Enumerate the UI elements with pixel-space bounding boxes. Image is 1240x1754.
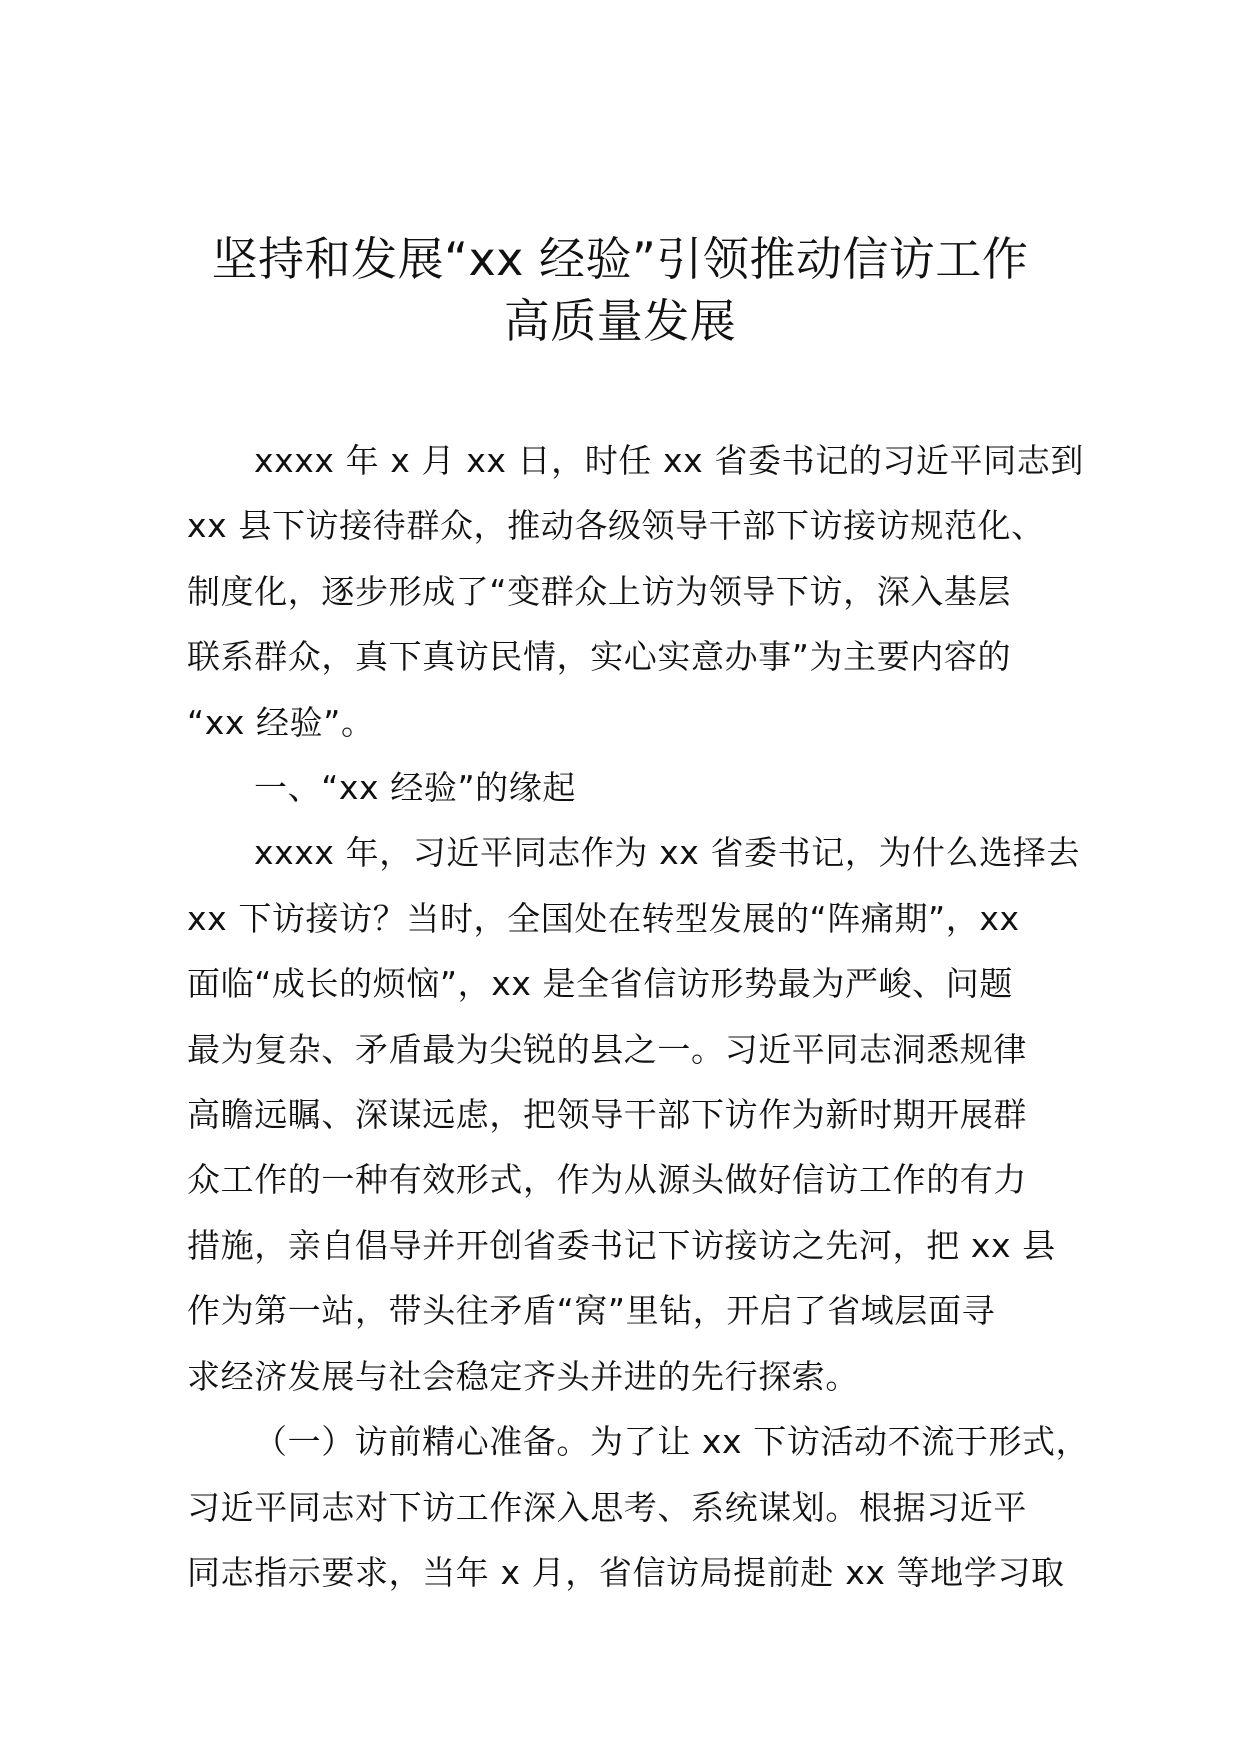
text-line: 习近平同志对下访工作深入思考、系统谋划。根据习近平: [187, 1487, 1027, 1527]
text-line: 制度化，逐步形成了“变群众上访为领导下访，深入基层: [187, 571, 1012, 611]
paragraph-preparation: [187, 1409, 1090, 1605]
text-line: xxxx 年，习近平同志作为 xx 省委书记，为什么选择去: [254, 833, 1081, 873]
text-line: 联系群众，真下真访民情，实心实意办事”为主要内容的: [187, 637, 1012, 677]
document-body: [187, 428, 1090, 1605]
text-line: 面临“成长的烦恼”，xx 是全省信访形势最为严峻、问题: [187, 964, 1013, 1004]
text-line: 同志指示要求，当年 x 月，省信访局提前赴 xx 等地学习取: [187, 1552, 1065, 1592]
text-line: 众工作的一种有效形式，作为从源头做好信访工作的有力: [187, 1160, 1027, 1200]
text-line: xx 县下访接待群众，推动各级领导干部下访接访规范化、: [187, 506, 1045, 546]
paragraph-origin: [187, 820, 1081, 1409]
text-line: 求经济发展与社会稳定齐头并进的先行探索。: [187, 1356, 859, 1396]
text-line: 高瞻远瞩、深谋远虑，把领导干部下访作为新时期开展群: [187, 1095, 1027, 1135]
title-line-1: 坚持和发展“xx 经验”引领推动信访工作: [211, 232, 1029, 286]
text-line: “xx 经验”。: [187, 702, 375, 742]
text-line: （一）访前精心准备。为了让 xx 下访活动不流于形式，: [254, 1422, 1090, 1462]
paragraph-intro: [187, 428, 1084, 755]
section-heading-1: [187, 755, 1057, 820]
text-line: 措施，亲自倡导并开创省委书记下访接访之先河，把 xx 县: [187, 1225, 1056, 1265]
text-line: xx 下访接访？当时，全国处在转型发展的“阵痛期”，xx: [187, 898, 1020, 938]
text-line: 作为第一站，带头往矛盾“窝”里钻，开启了省域层面寻: [187, 1291, 996, 1331]
text-line: 最为复杂、矛盾最为尖锐的县之一。习近平同志洞悉规律: [187, 1029, 1027, 1069]
title-line-2: 高质量发展: [503, 294, 737, 348]
heading-text: 一、“xx 经验”的缘起: [254, 768, 576, 808]
document-title: [150, 228, 1090, 352]
text-line: xxxx 年 x 月 xx 日，时任 xx 省委书记的习近平同志到: [254, 441, 1084, 480]
